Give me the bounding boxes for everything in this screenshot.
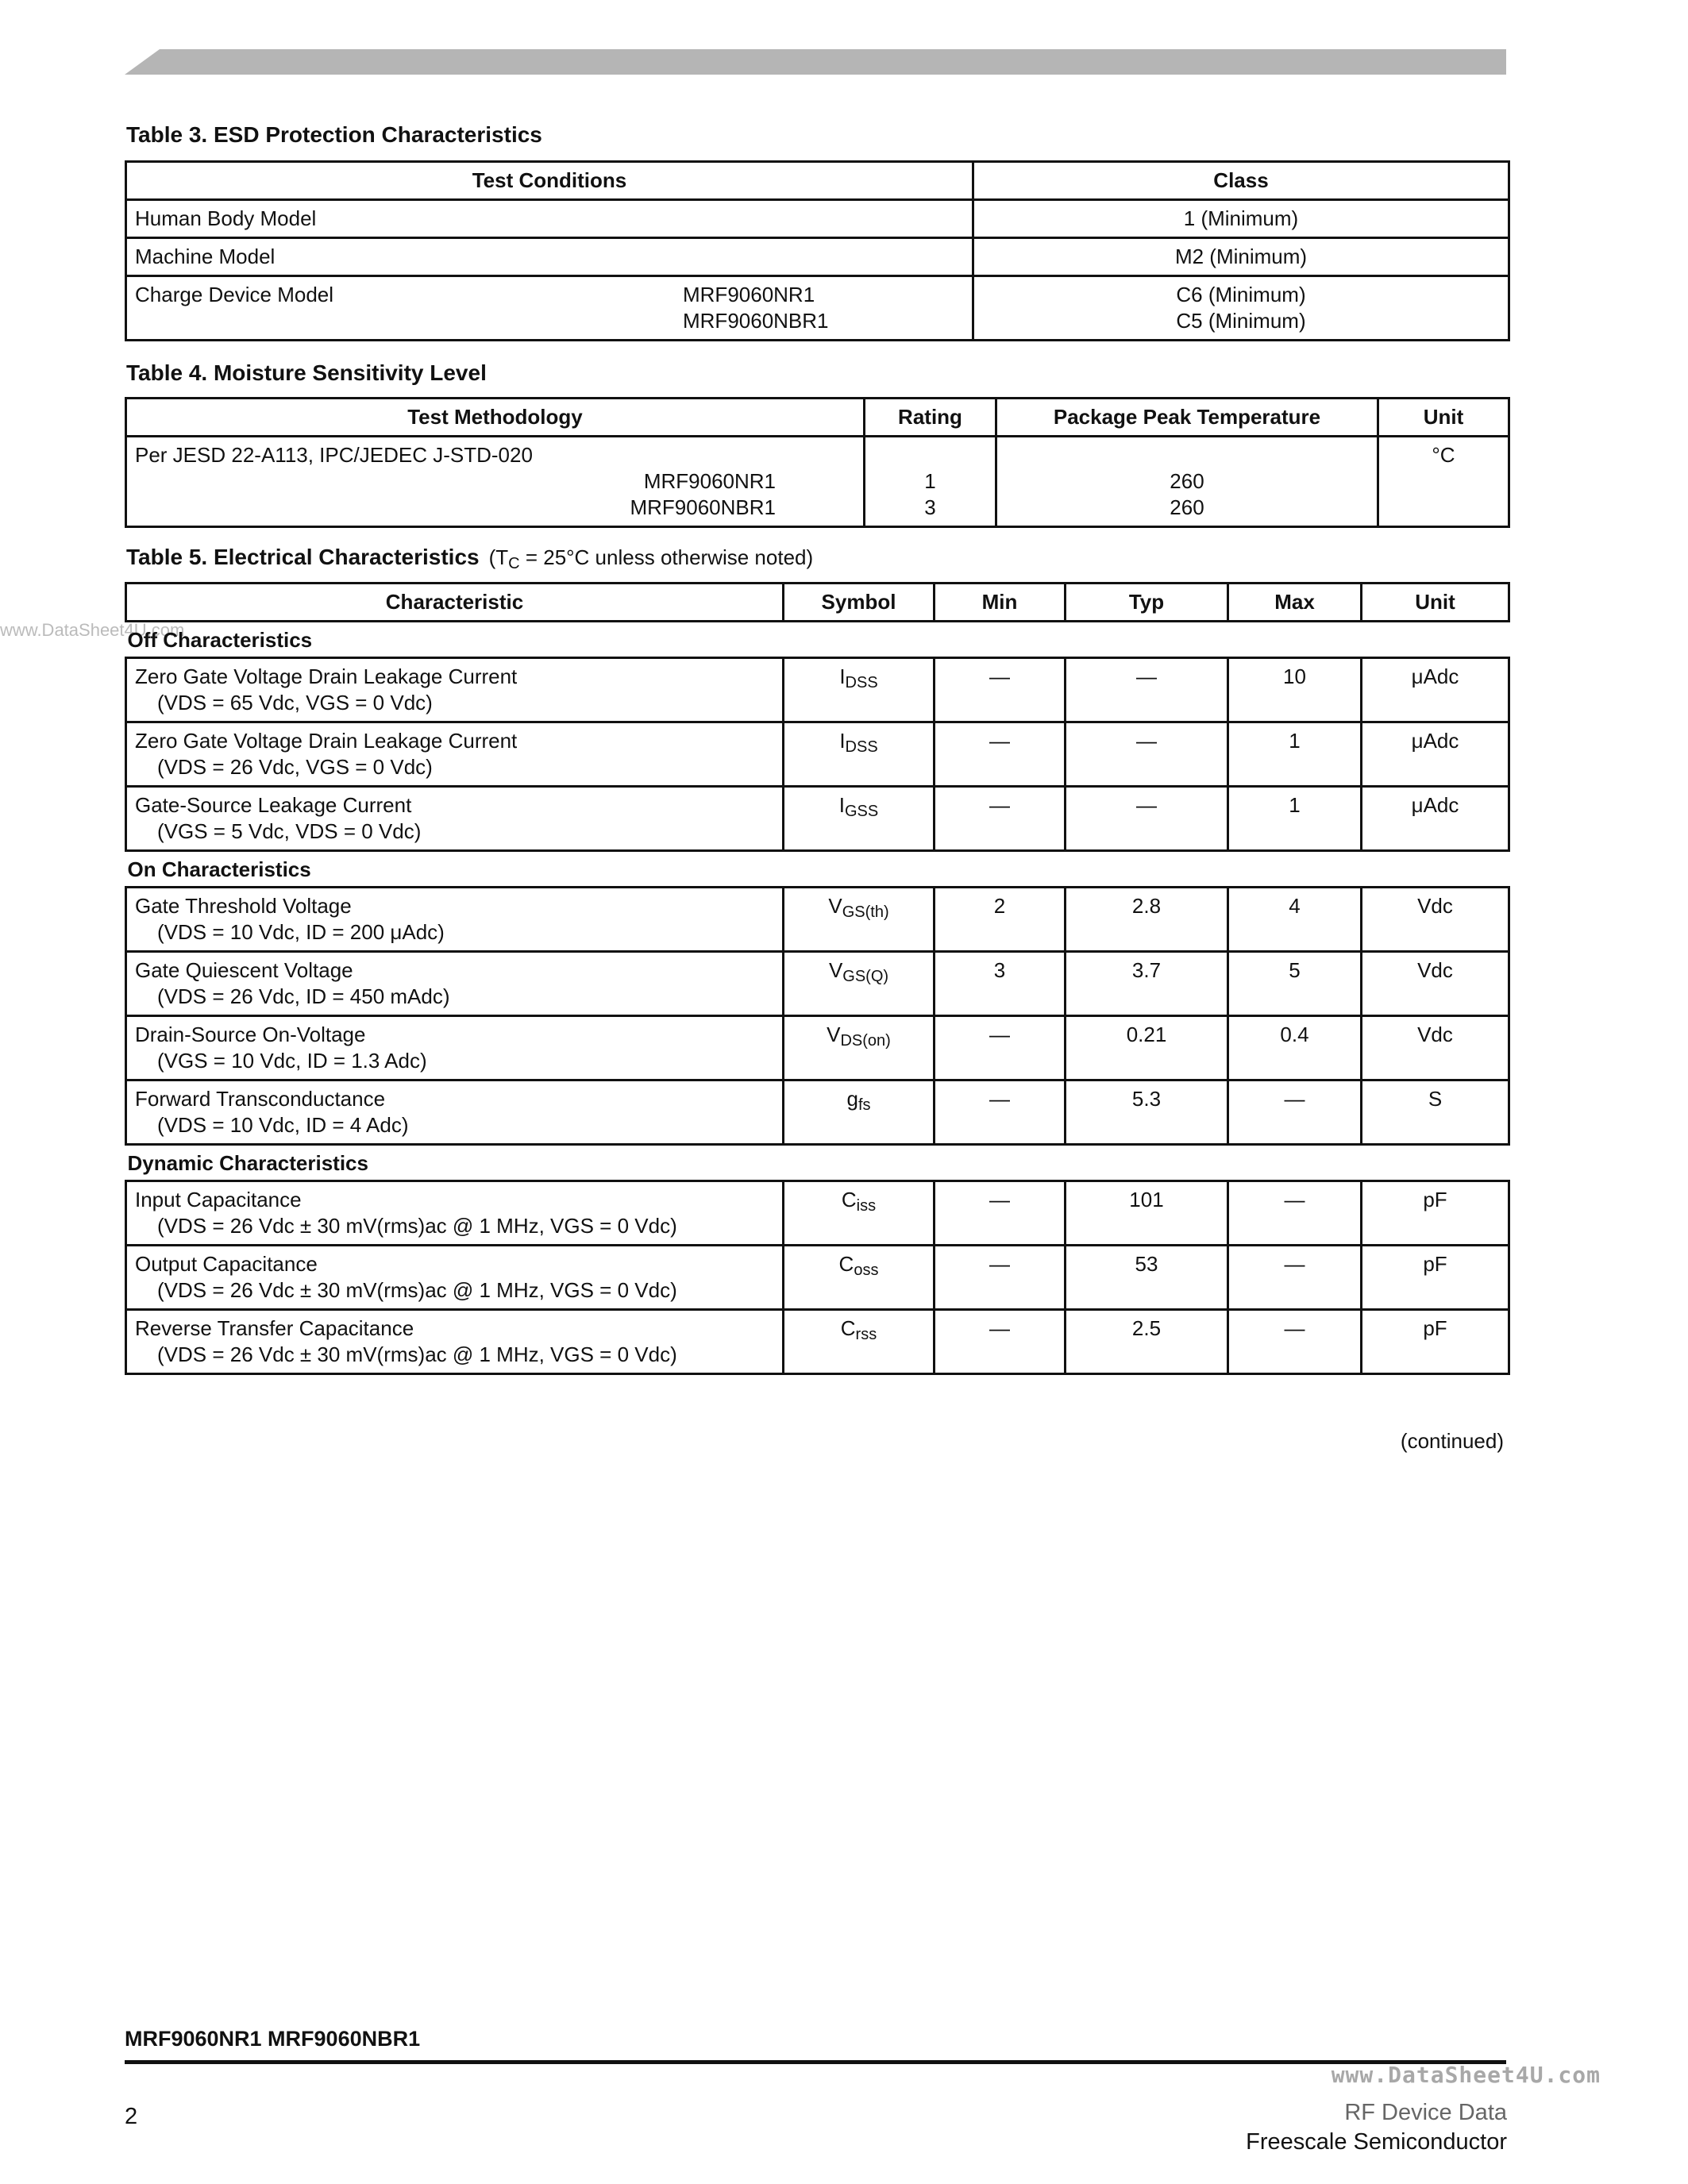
test-condition: (VDS = 26 Vdc, ID = 450 mAdc) (157, 984, 450, 1008)
table4-temp-cell (996, 437, 1378, 527)
table3-cond: Machine Model (126, 238, 973, 276)
table5-header-typ: Typ (1066, 584, 1228, 622)
characteristic-cell (126, 1310, 784, 1374)
characteristic-name: Gate Threshold Voltage (135, 894, 352, 918)
characteristic-name: Forward Transconductance (135, 1087, 386, 1111)
table5-note: ($T_C = 25^\circ C$ unless otherwise noted) (488, 545, 814, 572)
footer-company: Freescale Semiconductor (1246, 2129, 1507, 2155)
symbol: $V_{GS(Q)}$ (784, 952, 935, 1016)
section-title: Off Characteristics (127, 628, 313, 652)
table5-title: Table 5. Electrical Characteristics (126, 545, 480, 569)
typ-value: — (1066, 787, 1228, 851)
max-value: — (1228, 1080, 1362, 1145)
max-value: 5 (1228, 952, 1362, 1016)
min-value: — (935, 1080, 1066, 1145)
table5-header-characteristic: Characteristic (126, 584, 784, 622)
typ-value: 53 (1066, 1246, 1228, 1310)
table-row (126, 437, 1509, 527)
table4-temp: 260 (1170, 495, 1204, 519)
typ-value: 5.3 (1066, 1080, 1228, 1145)
min-value: — (935, 1246, 1066, 1310)
min-value: 3 (935, 952, 1066, 1016)
table-row (126, 658, 1509, 722)
symbol: $V_{GS(th)}$ (784, 888, 935, 952)
table4-unit: °C (1378, 437, 1509, 527)
table-row (126, 722, 1509, 787)
characteristic-cell (126, 658, 784, 722)
continued-note: (continued) (1400, 1429, 1504, 1453)
table3-class: M2 (Minimum) (973, 238, 1509, 276)
symbol: $V_{DS(on)}$ (784, 1016, 935, 1080)
characteristic-name: Zero Gate Voltage Drain Leakage Current (135, 664, 518, 688)
test-condition: (VDS = 26 Vdc ± 30 mV(rms)ac @ 1 MHz, VGS = 0 Vdc) (157, 1214, 677, 1238)
watermark-top: www.DataSheet4U.com (0, 620, 185, 640)
symbol: $I_{DSS}$ (784, 658, 935, 722)
table3-class: 1 (Minimum) (973, 200, 1509, 238)
symbol: $C_{iss}$ (784, 1181, 935, 1246)
characteristic-name: Output Capacitance (135, 1252, 318, 1276)
table5-header-unit: Unit (1362, 584, 1509, 622)
table4-temp: 260 (1170, 469, 1204, 493)
unit-value: S (1362, 1080, 1509, 1145)
table4-part: MRF9060NR1 (643, 469, 776, 493)
max-value: 1 (1228, 787, 1362, 851)
unit-value: pF (1362, 1181, 1509, 1246)
table-row (126, 787, 1509, 851)
table5-title-line (126, 545, 813, 570)
min-value: — (935, 722, 1066, 787)
max-value: 1 (1228, 722, 1362, 787)
unit-value: Vdc (1362, 1016, 1509, 1080)
table-row (126, 1016, 1509, 1080)
table4-rating: 3 (924, 495, 936, 519)
characteristic-name: Input Capacitance (135, 1188, 302, 1211)
min-value: — (935, 787, 1066, 851)
table3-class: C5 (Minimum) (1176, 309, 1306, 333)
table4-method-cell (126, 437, 865, 527)
typ-value: 0.21 (1066, 1016, 1228, 1080)
typ-value: — (1066, 658, 1228, 722)
section-row (126, 622, 1509, 658)
test-condition: (VDS = 10 Vdc, ID = 4 Adc) (157, 1113, 409, 1137)
page-number: 2 (125, 2104, 138, 2129)
characteristic-name: Reverse Transfer Capacitance (135, 1316, 414, 1340)
typ-value: 2.8 (1066, 888, 1228, 952)
table3-header-conditions: Test Conditions (126, 162, 973, 200)
max-value: 0.4 (1228, 1016, 1362, 1080)
typ-value: 2.5 (1066, 1310, 1228, 1374)
characteristic-cell (126, 722, 784, 787)
characteristic-name: Gate Quiescent Voltage (135, 958, 353, 982)
table-row (126, 888, 1509, 952)
symbol: $C_{oss}$ (784, 1246, 935, 1310)
watermark-bottom: www.DataSheet4U.com (1331, 2062, 1601, 2088)
table-row (126, 238, 1509, 276)
table4-title: Table 4. Moisture Sensitivity Level (126, 360, 487, 385)
min-value: 2 (935, 888, 1066, 952)
symbol: $C_{rss}$ (784, 1310, 935, 1374)
symbol: $I_{GSS}$ (784, 787, 935, 851)
characteristic-cell (126, 1080, 784, 1145)
characteristic-name: Gate-Source Leakage Current (135, 793, 412, 817)
characteristic-name: Zero Gate Voltage Drain Leakage Current (135, 729, 518, 753)
table5-header-symbol: Symbol (784, 584, 935, 622)
min-value: — (935, 1016, 1066, 1080)
table-row (126, 276, 1509, 341)
unit-value: μAdc (1362, 658, 1509, 722)
table3-title: Table 3. ESD Protection Characteristics (126, 122, 542, 147)
test-condition: (VDS = 26 Vdc, VGS = 0 Vdc) (157, 755, 433, 779)
footer-part-numbers: MRF9060NR1 MRF9060NBR1 (125, 2027, 421, 2051)
min-value: — (935, 1181, 1066, 1246)
characteristic-cell (126, 1016, 784, 1080)
test-condition: (VDS = 26 Vdc ± 30 mV(rms)ac @ 1 MHz, VGS = 0 Vdc) (157, 1278, 677, 1302)
footer-right (1246, 2100, 1507, 2155)
table3-part: MRF9060NBR1 (683, 309, 829, 333)
characteristic-cell (126, 787, 784, 851)
footer-category: RF Device Data (1344, 2100, 1507, 2125)
table4 (125, 397, 1510, 528)
table4-rating-cell (865, 437, 996, 527)
table-row (126, 1246, 1509, 1310)
table3-cond-cell (126, 276, 973, 341)
test-condition: (VGS = 10 Vdc, ID = 1.3 Adc) (157, 1049, 427, 1073)
table4-header-method: Test Methodology (126, 399, 865, 437)
table-row (126, 952, 1509, 1016)
table3-cond: Charge Device Model (135, 283, 334, 306)
section-title: Dynamic Characteristics (127, 1151, 368, 1175)
test-condition: (VDS = 10 Vdc, ID = 200 μAdc) (157, 920, 445, 944)
table4-header-temp: Package Peak Temperature (996, 399, 1378, 437)
footer-rule (125, 2060, 1506, 2064)
max-value: 10 (1228, 658, 1362, 722)
table3 (125, 160, 1510, 341)
test-condition: (VGS = 5 Vdc, VDS = 0 Vdc) (157, 819, 422, 843)
unit-value: pF (1362, 1310, 1509, 1374)
table3-class: C6 (Minimum) (1176, 283, 1306, 306)
unit-value: μAdc (1362, 787, 1509, 851)
max-value: — (1228, 1246, 1362, 1310)
table5-header-min: Min (935, 584, 1066, 622)
typ-value: 3.7 (1066, 952, 1228, 1016)
table4-header-rating: Rating (865, 399, 996, 437)
min-value: — (935, 658, 1066, 722)
table4-rating: 1 (924, 469, 936, 493)
table-row (126, 1080, 1509, 1145)
characteristic-name: Drain-Source On-Voltage (135, 1023, 366, 1046)
table-row (126, 200, 1509, 238)
header-bar (125, 49, 1506, 75)
min-value: — (935, 1310, 1066, 1374)
symbol: $g_{fs}$ (784, 1080, 935, 1145)
unit-value: Vdc (1362, 888, 1509, 952)
table4-part: MRF9060NBR1 (630, 495, 776, 519)
table-row (126, 1310, 1509, 1374)
table3-cond: Human Body Model (126, 200, 973, 238)
unit-value: Vdc (1362, 952, 1509, 1016)
characteristic-cell (126, 1181, 784, 1246)
test-condition: (VDS = 65 Vdc, VGS = 0 Vdc) (157, 691, 433, 715)
table4-method: Per JESD 22-A113, IPC/JEDEC J-STD-020 (135, 443, 533, 467)
table3-class-cell (973, 276, 1509, 341)
characteristic-cell (126, 888, 784, 952)
section-row (126, 851, 1509, 888)
unit-value: pF (1362, 1246, 1509, 1310)
max-value: — (1228, 1181, 1362, 1246)
table-row (126, 1181, 1509, 1246)
section-row (126, 1145, 1509, 1181)
symbol: $I_{DSS}$ (784, 722, 935, 787)
test-condition: (VDS = 26 Vdc ± 30 mV(rms)ac @ 1 MHz, VGS = 0 Vdc) (157, 1342, 677, 1366)
table5 (125, 582, 1510, 1375)
table3-part: MRF9060NR1 (683, 283, 815, 306)
table3-header-class: Class (973, 162, 1509, 200)
table4-header-unit: Unit (1378, 399, 1509, 437)
max-value: — (1228, 1310, 1362, 1374)
unit-value: μAdc (1362, 722, 1509, 787)
table5-header-max: Max (1228, 584, 1362, 622)
section-title: On Characteristics (127, 857, 311, 881)
characteristic-cell (126, 1246, 784, 1310)
characteristic-cell (126, 952, 784, 1016)
max-value: 4 (1228, 888, 1362, 952)
typ-value: — (1066, 722, 1228, 787)
typ-value: 101 (1066, 1181, 1228, 1246)
